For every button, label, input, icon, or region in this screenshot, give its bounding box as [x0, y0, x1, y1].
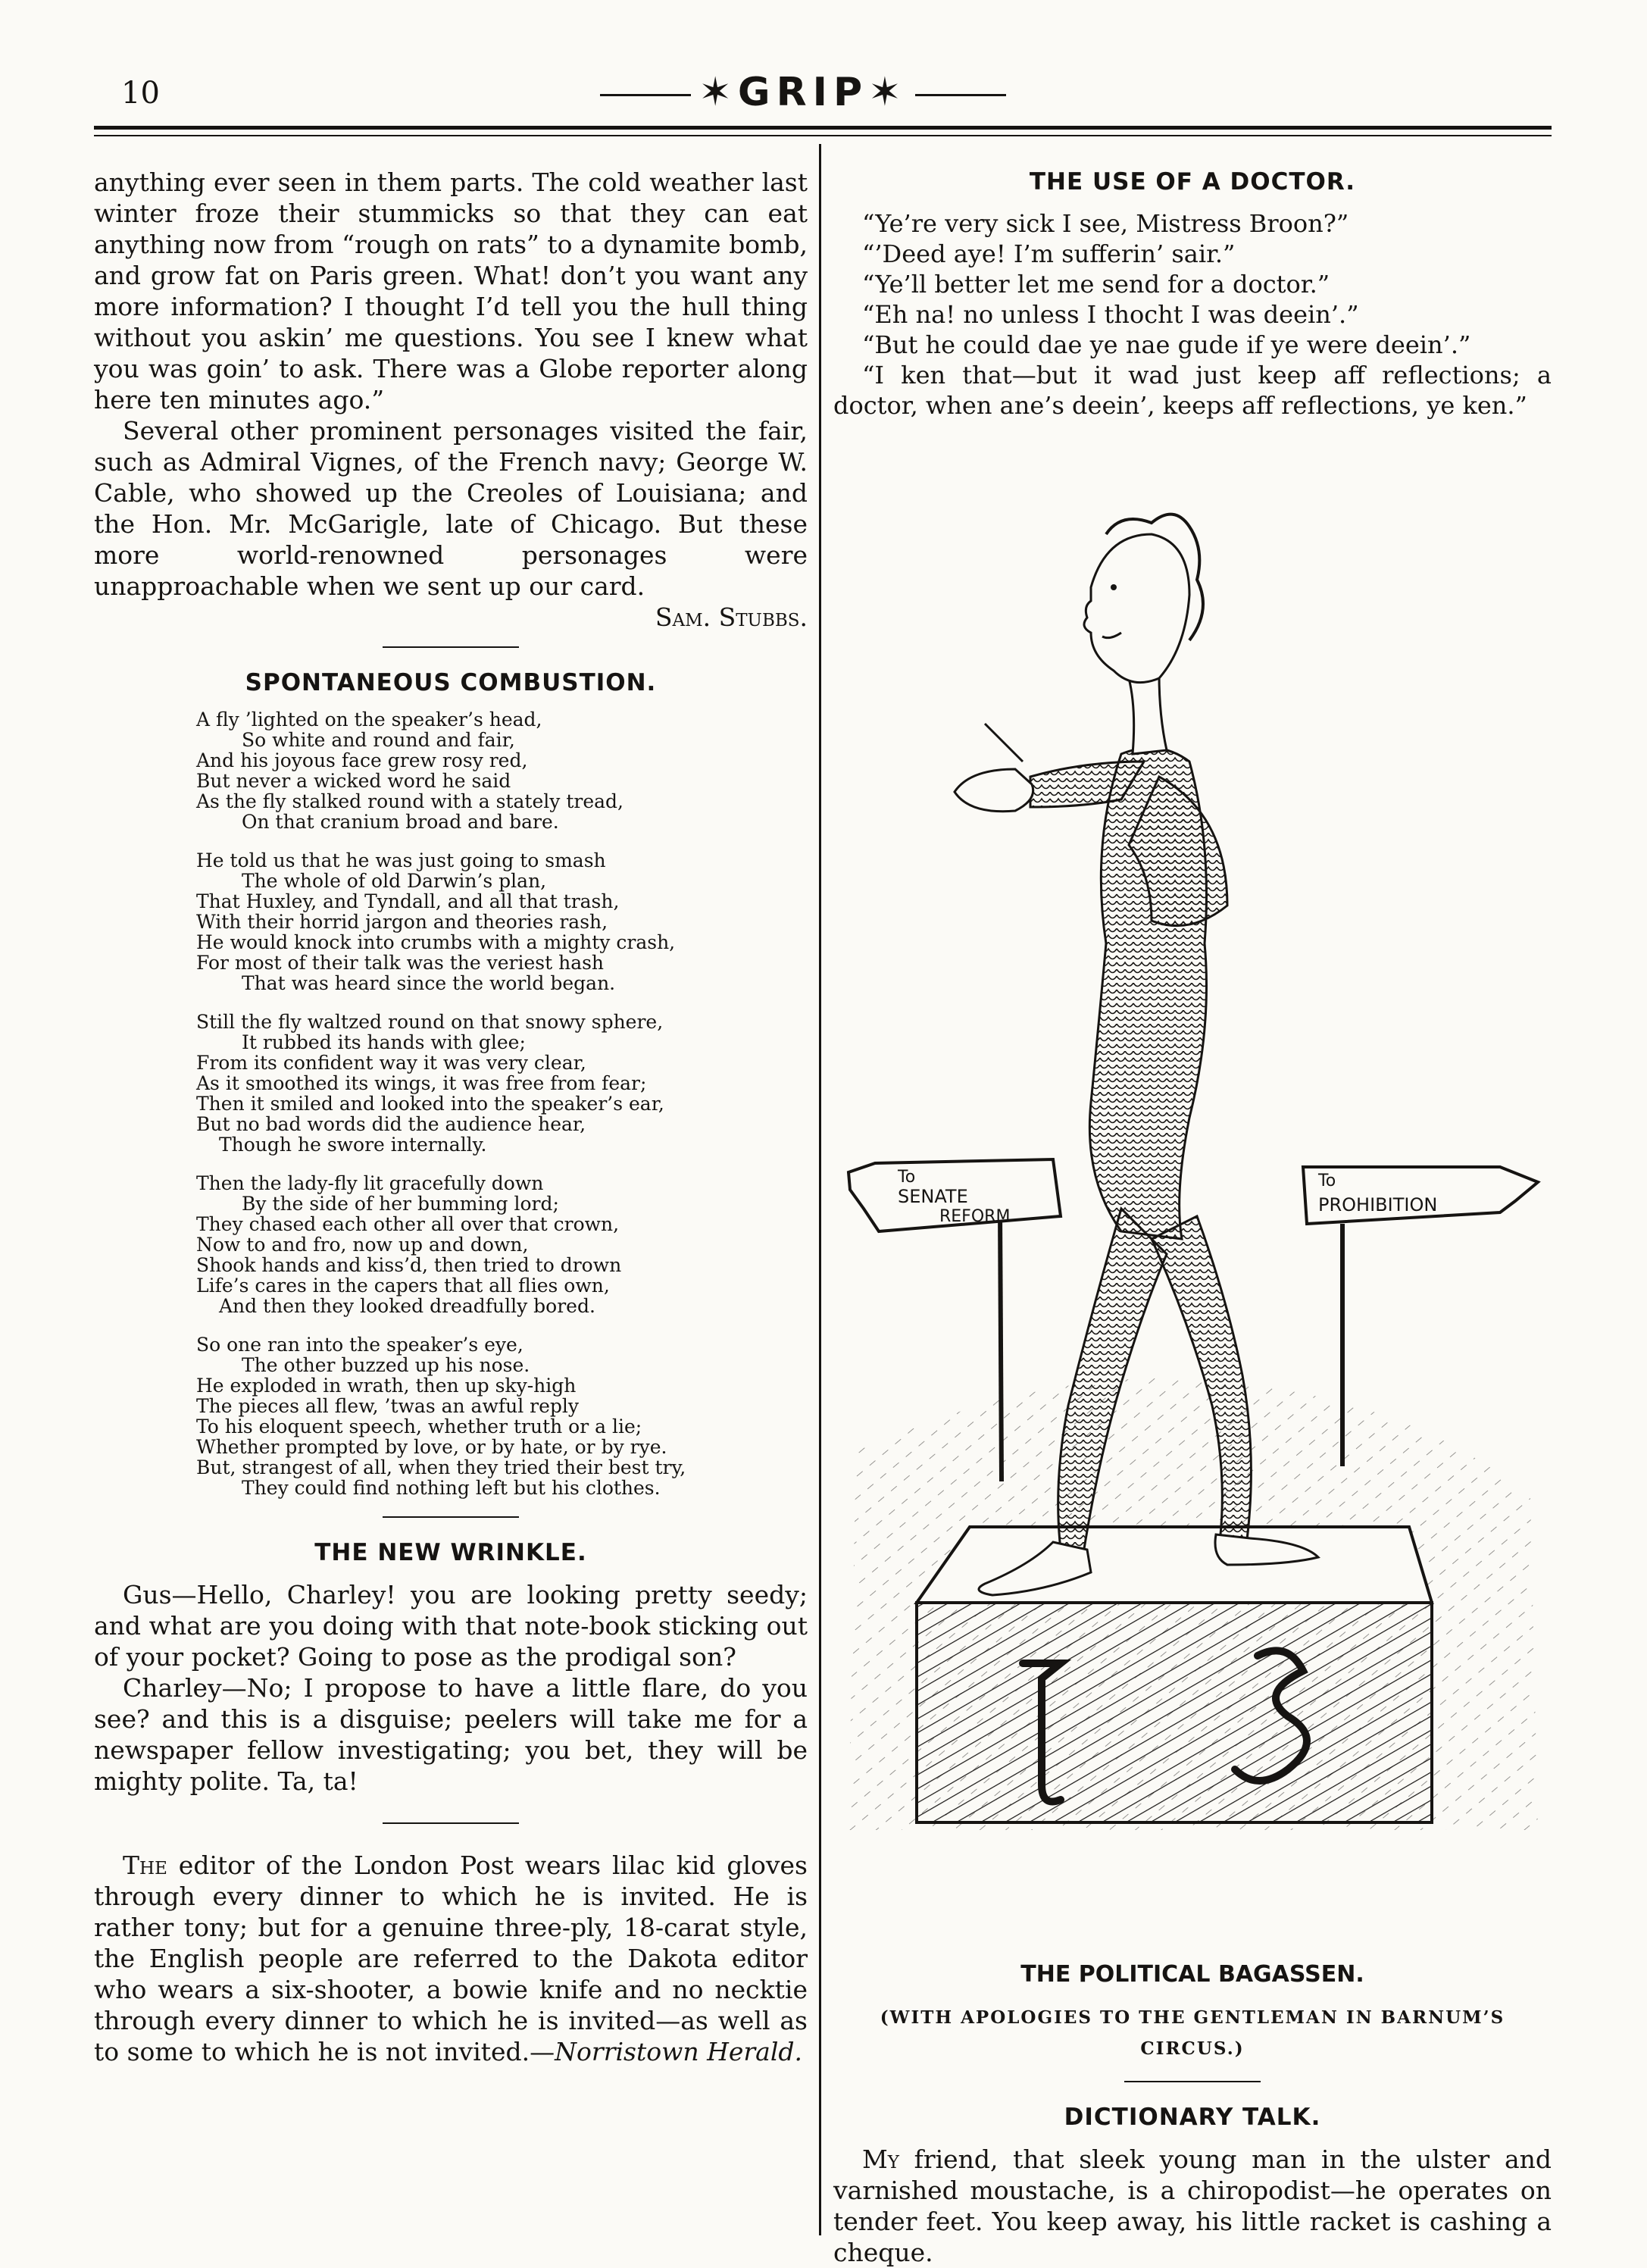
poem-line: A fly ’lighted on the speaker’s head,	[196, 709, 542, 730]
pedestal	[917, 1527, 1432, 1822]
poem-line: As the fly stalked round with a stately tread,	[196, 790, 623, 812]
poem-line: Whether prompted by love, or by hate, or by rye.	[196, 1436, 667, 1458]
poem-line: To his eloquent speech, whether truth or a lie;	[196, 1416, 642, 1437]
column-divider	[819, 144, 821, 2235]
poem-line: From its confident way it was very clear,	[196, 1052, 586, 1074]
wrinkle-title: THE NEW WRINKLE.	[314, 1539, 587, 1566]
separator	[383, 646, 519, 648]
doctor-title: THE USE OF A DOCTOR.	[1029, 168, 1356, 196]
dictionary-lead: My	[862, 2144, 899, 2174]
sign-left-word: To	[898, 1168, 916, 1187]
sign-right-word: PROHIBITION	[1318, 1194, 1438, 1215]
cartoon-subcaption: (WITH APOLOGIES TO THE GENTLEMAN IN BARNUM’S CIRCUS.)	[880, 2007, 1505, 2059]
header-rule	[94, 126, 1552, 130]
separator	[383, 1516, 519, 1518]
dictionary-title: DICTIONARY TALK.	[1064, 2104, 1321, 2131]
cartoon-caption: THE POLITICAL BAGASSEN.	[1020, 1961, 1364, 1988]
poem-line: But never a wicked word he said	[196, 770, 511, 792]
separator	[1124, 2081, 1261, 2082]
dialogue-line: “But he could dae ye nae gude if ye were deein’.”	[862, 330, 1471, 359]
poem-stanza	[196, 1173, 808, 1316]
header-rule-thin	[94, 135, 1552, 136]
poem-line: Still the fly waltzed round on that snowy sphere,	[196, 1011, 664, 1033]
intro-paragraph-1: anything ever seen in them parts. The cold weather last winter froze their stummicks so that they can eat anything now from “rough on rats” to a dynamite bomb, and grow fat on Paris green. What! don’t you want any more information? I thought I’d tell you the hull thing without you askin’ me questions. You see I knew what you was goin’ to ask. There was a Globe reporter along here ten minutes ago.”	[94, 167, 808, 414]
poem-line: He would knock into crumbs with a mighty crash,	[196, 931, 676, 953]
masthead: ✶GRIP✶	[561, 70, 1045, 115]
dictionary-paragraph	[833, 2144, 1552, 2268]
sign-left-word: SENATE	[898, 1186, 968, 1207]
masthead-title: GRIP	[737, 70, 869, 115]
poem-line: For most of their talk was the veriest hash	[196, 952, 605, 974]
poem-line: That was heard since the world began.	[242, 972, 616, 994]
political-cartoon	[833, 451, 1552, 1951]
poem-line: The whole of old Darwin’s plan,	[242, 870, 547, 892]
dialogue-line: “Ye’ll better let me send for a doctor.”	[862, 270, 1330, 299]
poem-line: But, strangest of all, when they tried their best try,	[196, 1456, 686, 1478]
dialogue-line: “Ye’re very sick I see, Mistress Broon?”	[862, 209, 1349, 238]
intro-paragraph-2: Several other prominent personages visited the fair, such as Admiral Vignes, of the French navy; George W. Cable, who showed up the Creoles of Louisiana; and the Hon. Mr. McGarigle, late of Chicago. But these more world-renowned personages were unapproachable when we sent up our card.	[94, 416, 808, 601]
editor-body: editor of the London Post wears lilac kid gloves through every dinner to which he is invited. He is rather tony; but for a genuine three-ply, 18-carat style, the English people are referred to the Dakota editor who wears a six-shooter, a bowie knife and no necktie through every dinner to which he is invited—as well as to some to which he is not invited.—	[94, 1850, 808, 2066]
poem-line: They could find nothing left but his clothes.	[242, 1477, 661, 1499]
poem-line: By the side of her bumming lord;	[242, 1193, 559, 1215]
poem-title: SPONTANEOUS COMBUSTION.	[245, 669, 657, 696]
poem-line: Though he swore internally.	[219, 1134, 487, 1156]
poem-line: It rubbed its hands with glee;	[242, 1031, 526, 1053]
poem-line: Then it smiled and looked into the speaker’s ear,	[196, 1093, 664, 1115]
page-number: 10	[121, 76, 160, 111]
poem-line: That Huxley, and Tyndall, and all that trash,	[196, 890, 620, 912]
poem-line: So one ran into the speaker’s eye,	[196, 1334, 523, 1356]
dialogue-line: “Eh na! no unless I thocht I was deein’.”	[862, 300, 1359, 329]
editor-paragraph	[94, 1850, 808, 2067]
poem-line: Then the lady-fly lit gracefully down	[196, 1172, 544, 1194]
separator	[383, 1822, 519, 1824]
poem-line: And his joyous face grew rosy red,	[196, 749, 528, 771]
poem-line: On that cranium broad and bare.	[242, 811, 559, 833]
poem-stanza	[196, 709, 808, 832]
wrinkle-paragraph-2: Charley—No; I propose to have a little flare, do you see? and this is a disguise; peelers will take me for a newspaper fellow investigating; you bet, they will be mighty polite. Ta, ta!	[94, 1673, 808, 1796]
poem-line: The other buzzed up his nose.	[242, 1354, 530, 1376]
poem-line: So white and round and fair,	[242, 729, 515, 751]
dictionary-body: friend, that sleek young man in the ulster and varnished moustache, is a chiropodist—he operates on tender feet. You keep away, his little racket is cashing a cheque.	[833, 2144, 1552, 2267]
editor-lead: The	[123, 1850, 167, 1880]
right-column	[833, 167, 1552, 2268]
poem-line: He told us that he was just going to smash	[196, 849, 606, 871]
poem-line: They chased each other all over that crown,	[196, 1213, 620, 1235]
poem-stanza	[196, 850, 808, 993]
poem-line: And then they looked dreadfully bored.	[219, 1295, 595, 1317]
poem-line: He exploded in wrath, then up sky-high	[196, 1375, 577, 1397]
left-column	[94, 167, 808, 2067]
poem-line: Shook hands and kiss’d, then tried to drown	[196, 1254, 622, 1276]
wrinkle-paragraph-1: Gus—Hello, Charley! you are looking pretty seedy; and what are you doing with that note-book sticking out of your pocket? Going to pose as the prodigal son?	[94, 1580, 808, 1672]
sign-right-word: To	[1318, 1172, 1336, 1190]
poem-line: But no bad words did the audience hear,	[196, 1113, 586, 1135]
dialogue-line: “I ken that—but it wad just keep aff reflections; a doctor, when ane’s deein’, keeps aff reflections, ye ken.”	[833, 361, 1552, 420]
dialogue-line: “’Deed aye! I’m sufferin’ sair.”	[862, 239, 1236, 268]
poem-line: Life’s cares in the capers that all flies own,	[196, 1275, 610, 1297]
editor-source: Norristown Herald.	[555, 2037, 802, 2066]
poem-line: With their horrid jargon and theories rash,	[196, 911, 608, 933]
poem-line: As it smoothed its wings, it was free from fear;	[196, 1072, 647, 1094]
poem-stanza	[196, 1012, 808, 1155]
poem-stanza	[196, 1334, 808, 1498]
signature: Sam. Stubbs.	[655, 602, 808, 632]
poem	[196, 709, 808, 1498]
poem-line: The pieces all flew, ’twas an awful reply	[196, 1395, 580, 1417]
sign-left-word: REFORM	[939, 1207, 1011, 1226]
doctor-dialogue	[833, 208, 1552, 421]
poem-line: Now to and fro, now up and down,	[196, 1234, 529, 1256]
